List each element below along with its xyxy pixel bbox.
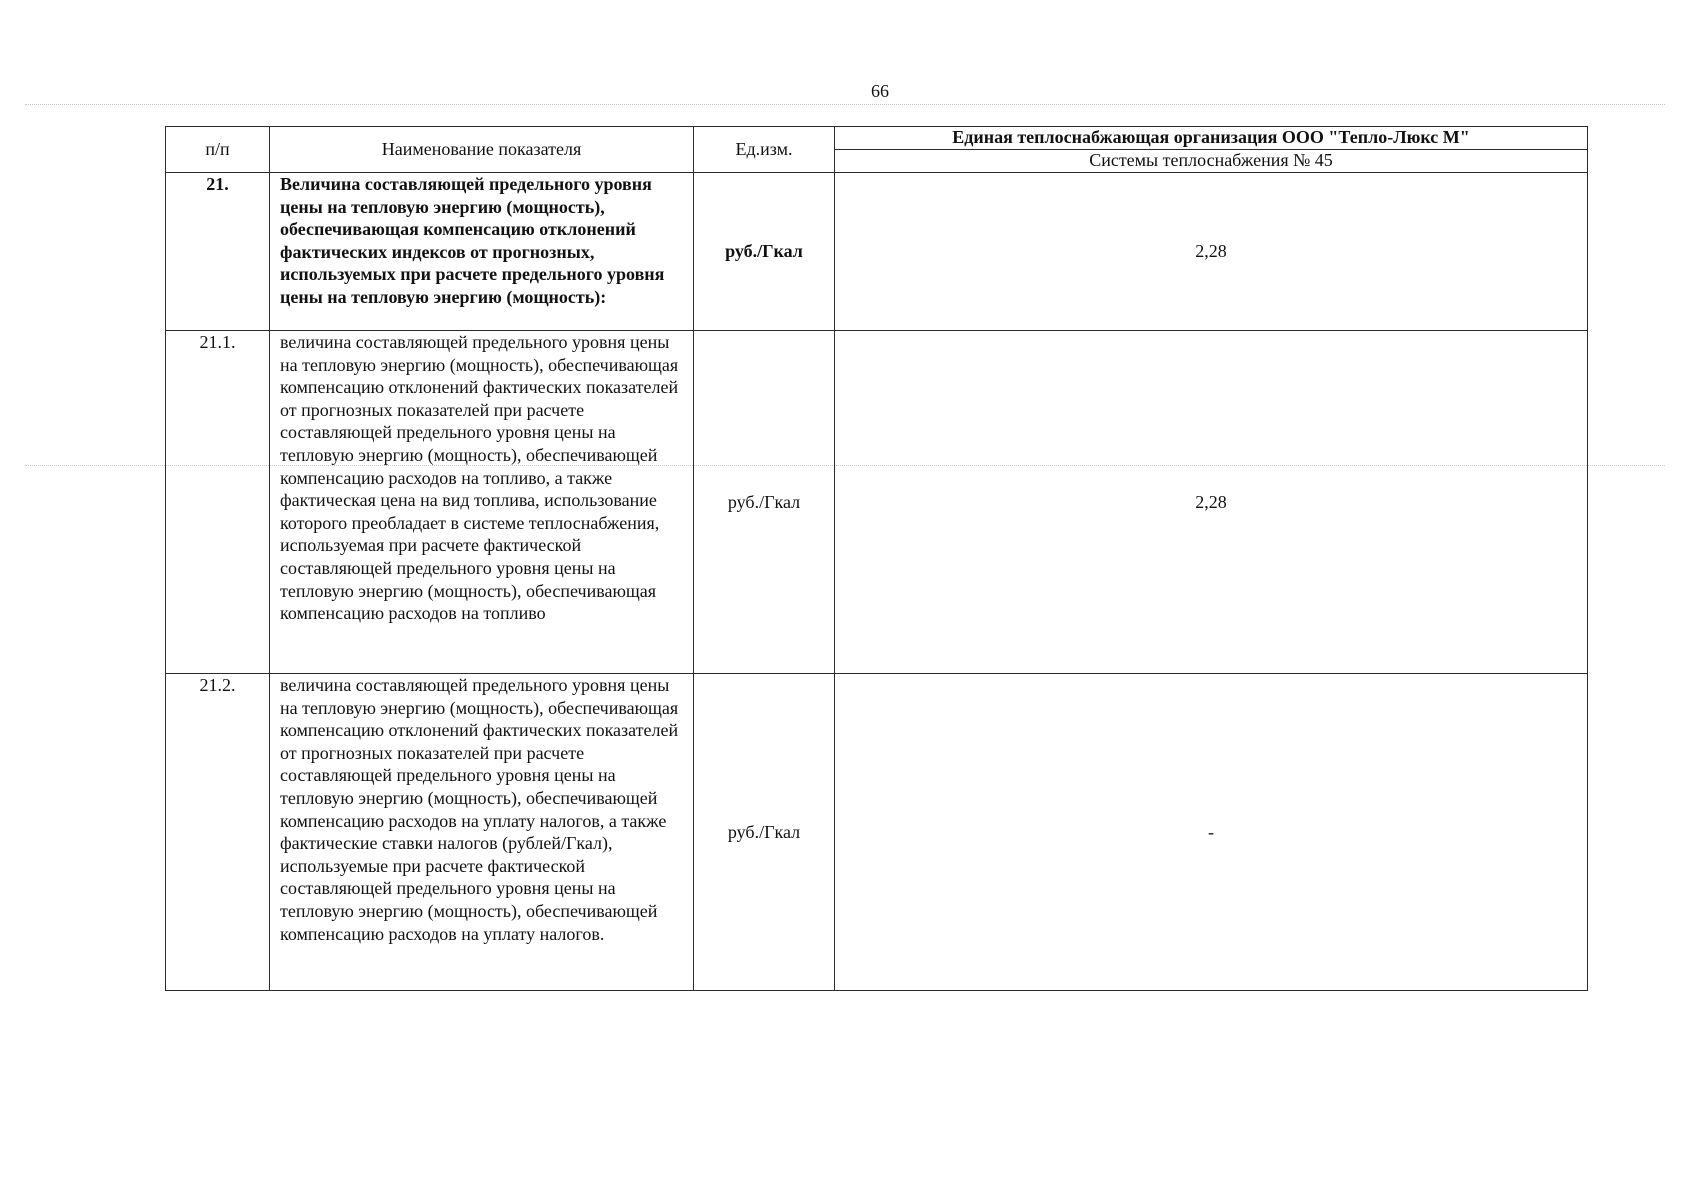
row-name: величина составляющей предельного уровня цены на тепловую энергию (мощность), обеспечивающая компенсацию отклонений фактических показателей от прогнозных показателей при расчете составляющей предельного уровня цены на тепловую энергию (мощность), обеспечивающей компенсацию расходов на топливо, а также фактическая цена на вид топлива, использование которого преобладает в системе теплоснабжения, используемая при расчете фактической составляющей предельного уровня цены на тепловую энергию (мощность), обеспечивающая компенсацию расходов на топливо (270, 331, 694, 674)
row-number: 21.1. (166, 331, 270, 674)
indicators-table (165, 126, 1588, 991)
row-unit: руб./Гкал (694, 674, 835, 991)
header-name: Наименование показателя (270, 127, 694, 173)
row-unit: руб./Гкал (694, 173, 835, 331)
row-number: 21.2. (166, 674, 270, 991)
row-number: 21. (166, 173, 270, 331)
header-num: п/п (166, 127, 270, 173)
table-row (166, 674, 1588, 991)
header-system: Системы теплоснабжения № 45 (835, 150, 1588, 173)
header-organization: Единая теплоснабжающая организация ООО "Тепло-Люкс М" (835, 127, 1588, 150)
table-header-row (166, 127, 1588, 150)
row-value: 2,28 (835, 331, 1588, 674)
table-row (166, 331, 1588, 674)
row-name: Величина составляющей предельного уровня цены на тепловую энергию (мощность), обеспечивающая компенсацию отклонений фактических индексов от прогнозных, используемых при расчете предельного уровня цены на тепловую энергию (мощность): (270, 173, 694, 331)
scan-artifact-line (25, 104, 1665, 105)
row-unit: руб./Гкал (694, 331, 835, 674)
page-number: 66 (871, 81, 889, 101)
row-name: величина составляющей предельного уровня цены на тепловую энергию (мощность), обеспечивающая компенсацию отклонений фактических показателей от прогнозных показателей при расчете составляющей предельного уровня цены на тепловую энергию (мощность), обеспечивающей компенсацию расходов на уплату налогов, а также фактические ставки налогов (рублей/Гкал), используемые при расчете фактической составляющей предельного уровня цены на тепловую энергию (мощность), обеспечивающей компенсацию расходов на уплату налогов. (270, 674, 694, 991)
header-unit: Ед.изм. (694, 127, 835, 173)
row-value: - (835, 674, 1588, 991)
row-value: 2,28 (835, 173, 1588, 331)
table-row (166, 173, 1588, 331)
